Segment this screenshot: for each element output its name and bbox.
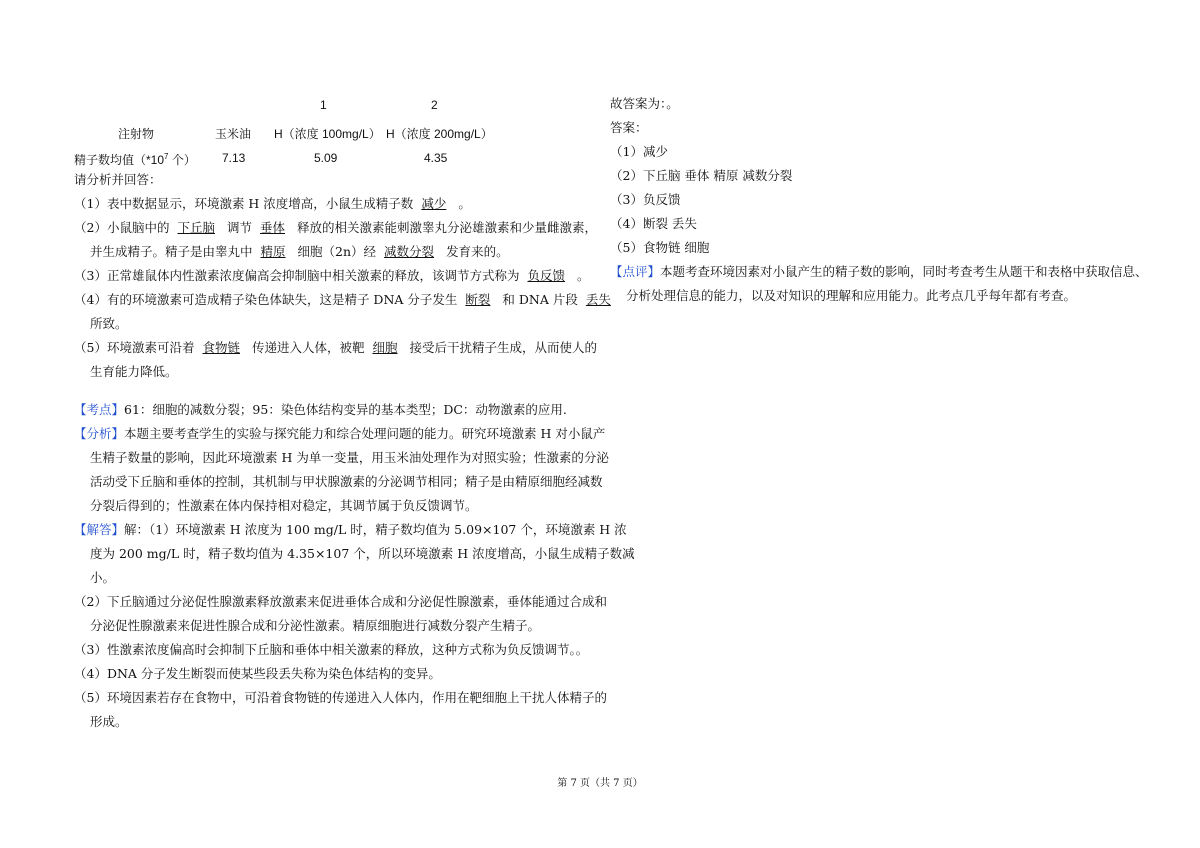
- question-3: （3）正常雄鼠体内性激素浓度偏高会抑制脑中相关激素的释放，该调节方式称为 负反馈 。: [74, 264, 594, 288]
- answer-3: （3）负反馈: [610, 192, 681, 207]
- table-header-corn-oil: 玉米油: [215, 127, 252, 141]
- answer-blank: 减数分裂: [384, 244, 435, 259]
- answer-blank: 负反馈: [527, 268, 565, 283]
- answer-heading: 答案：: [610, 120, 648, 135]
- question-5: （5）环境激素可沿着 食物链 传递进入人体，被靶 细胞 接受后干扰精子生成，从而使人的: [74, 336, 594, 360]
- table-value-1: 7.13: [222, 151, 246, 165]
- answer-blank: 细胞: [372, 340, 398, 355]
- table-row-header: 注射物: [118, 127, 155, 141]
- question-2-cont: 并生成精子。精子是由睾丸中 精原 细胞（2n）经 减数分裂 发育来的。: [74, 240, 594, 264]
- answer-intro: 故答案为：。: [610, 96, 679, 111]
- dianping-tag: 【点评】: [610, 264, 661, 279]
- fenxi-section: 【分析】本题主要考查学生的实验与探究能力和综合处理问题的能力。研究环境激素 H 对小鼠产 生精子数量的影响，因此环境激素 H 为单一变量，用玉米油处理作为对照实验；性激素的分泌 活动受下丘脑和垂体的控制，其机制与甲状腺激素的分泌调节相同；精子是由精原细胞经减数 分裂后得到的；性激素在体内保持相对稳定，其调节属于负反馈调节。: [74, 426, 609, 513]
- answer-1: （1）减少: [610, 144, 668, 159]
- answer-blank: 减少: [421, 196, 447, 211]
- dianping-section: 【点评】本题考查环境因素对小鼠产生的精子数的影响，同时考查考生从题干和表格中获取信息、: [610, 264, 1148, 279]
- answer-4: （4）断裂 丢失: [610, 216, 697, 231]
- question-4-cont: 所致。: [90, 316, 128, 331]
- question-4: （4）有的环境激素可造成精子染色体缺失，这是精子 DNA 分子发生 断裂 和 DNA 片段 丢失: [74, 288, 594, 312]
- question-5-cont: 生育能力降低。: [90, 364, 178, 379]
- kaodian-tag: 【考点】: [74, 402, 125, 417]
- question-2: （2）小鼠脑中的 下丘脑 调节 垂体 释放的相关激素能刺激睾丸分泌雄激素和少量雌激素，: [74, 216, 594, 240]
- answer-blank: 垂体: [260, 220, 286, 235]
- table-header-h100: H（浓度 100mg/L）: [274, 127, 381, 141]
- kaodian-section: 【考点】61：细胞的减数分裂；95：染色体结构变异的基本类型；DC：动物激素的应用.: [74, 402, 567, 417]
- table-value-2: 5.09: [314, 151, 338, 165]
- table-row-label: 精子数均值（$*10^7$ 个）: [74, 152, 196, 167]
- answer-blank: 食物链: [202, 340, 240, 355]
- answer-blank: 精原: [260, 244, 286, 259]
- answer-blank: 下丘脑: [177, 220, 215, 235]
- question-intro: 请分析并回答：: [74, 172, 162, 187]
- data-table: [74, 92, 594, 168]
- question-1: （1）表中数据显示，环境激素 H 浓度增高，小鼠生成精子数 减少 。: [74, 192, 594, 216]
- answer-blank: 断裂: [465, 292, 491, 307]
- page-footer: 第 7 页（共 7 页）: [557, 778, 643, 789]
- right-column: 故答案为：。 答案： （1）减少 （2）下丘脑 垂体 精原 减数分裂 （3）负反馈 （4）断裂 丢失 （5）食物链 细胞 【点评】本题考查环境因素对小鼠产生的精子数的影响，同时考查考生从题干和表格中获取信息、 分析处理信息的能力，以及对知识的理解和应用能力。此考点几乎每年都有考查。: [610, 92, 1130, 308]
- answer-2: （2）下丘脑 垂体 精原 减数分裂: [610, 168, 793, 183]
- table-col-number-1: 1: [320, 98, 327, 112]
- answer-5: （5）食物链 细胞: [610, 240, 710, 255]
- table-header-h200: H（浓度 200mg/L）: [386, 127, 493, 141]
- answer-blank: 丢失: [585, 292, 611, 307]
- jieda-section: 【解答】解：（1）环境激素 H 浓度为 100 mg/L 时，精子数均值为 5.09×107 个，环境激素 H 浓 度为 200 mg/L 时，精子数均值为 4.35×107 个，所以环境激素 H 浓度增高，小鼠生成精子数减 小。 （2）下丘脑通过分泌促性腺激素释放激素来促进垂体合成和分泌促性腺激素，垂体能通过合成和 分泌促性腺激素来促进性腺合成和分泌性激素。精原细胞进行减数分裂产生精子。 （3）性激素浓度偏高时会抑制下丘脑和垂体中相关激素的释放，这种方式称为负反馈调节。。 （4）DNA 分子发生断裂而使某些段丢失称为染色体结构的变异。 （5）环境因素若存在食物中，可沿着食物链的传递进入人体内，作用在靶细胞上干扰人体精子的 形成。: [74, 522, 635, 729]
- table-col-number-2: 2: [431, 98, 438, 112]
- jieda-tag: 【解答】: [74, 522, 125, 537]
- fenxi-tag: 【分析】: [74, 426, 125, 441]
- table-value-3: 4.35: [424, 151, 448, 165]
